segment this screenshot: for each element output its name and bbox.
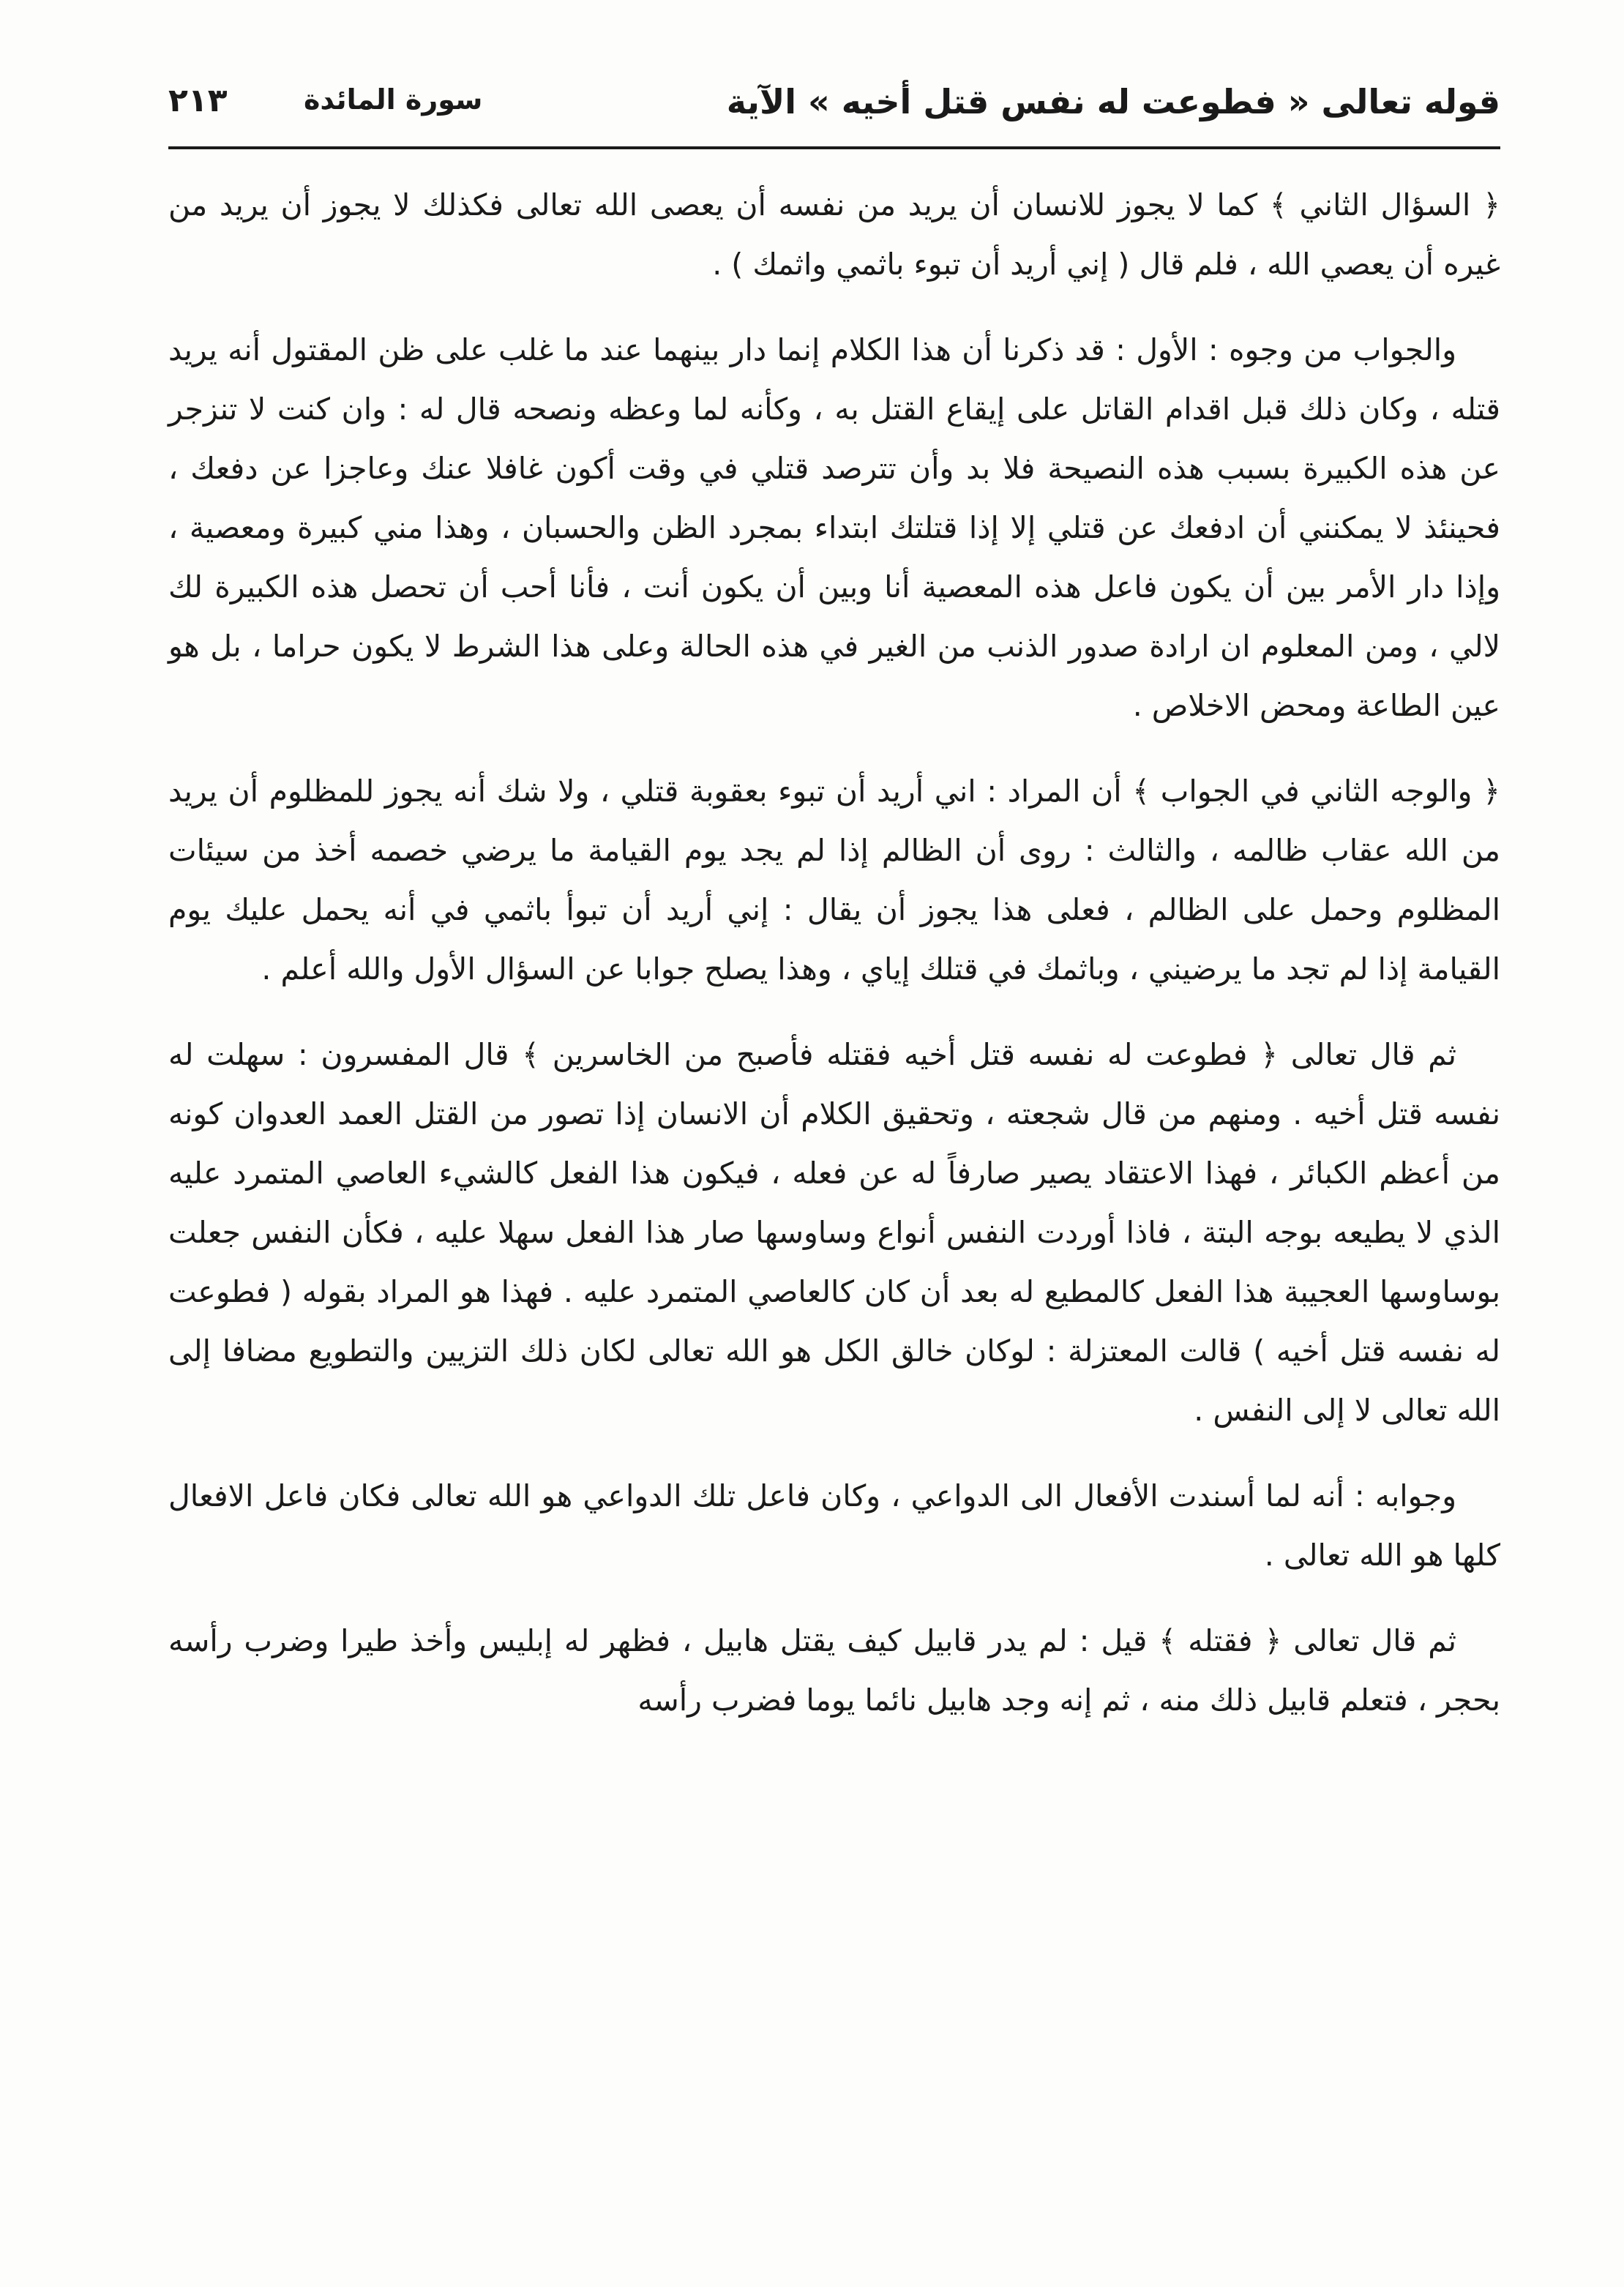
paragraph-verse-commentary: ثم قال تعالى ﴿ فطوعت له نفسه قتل أخيه فقتله فأصبح من الخاسرين ﴾ قال المفسرون : سهلت له نفسه قتل أخيه . ومنهم من قال شجعته ، وتحقيق الكلام أن الانسان إذا تصور من القتل العمد العدوان كونه من أعظم الكبائر ، فهذا الاعتقاد يصير صارفاً له عن فعله ، فيكون هذا الفعل كالشيء العاصي المتمرد عليه الذي لا يطيعه بوجه البتة ، فاذا أوردت النفس أنواع وساوسها صار هذا الفعل سهلا عليه ، فكأن النفس جعلت بوساوسها العجيبة هذا الفعل كالمطيع له بعد أن كان كالعاصي المتمرد عليه . فهذا هو المراد بقوله ( فطوعت له نفسه قتل أخيه ) قالت المعتزلة : لوكان خالق الكل هو الله تعالى لكان ذلك التزيين والتطويع مضافا إلى الله تعالى لا إلى النفس . [168,1037,1500,1428]
paragraph-answer-second: ﴿ والوجه الثاني في الجواب ﴾ أن المراد : اني أريد أن تبوء بعقوبة قتلي ، ولا شك أنه يجوز للمظلوم أن يريد من الله عقاب ظالمه ، والثالث : روى أن الظالم إذا لم يجد يوم القيامة ما يرضي خصمه أخذ من سيئات المظلوم وحمل على الظالم ، فعلى هذا يجوز أن يقال : إني أريد أن تبوأ باثمي في أنه يحمل عليك يوم القيامة إذا لم تجد ما يرضيني ، وباثمك في قتلك إياي ، وهذا يصلح جوابا عن السؤال الأول والله أعلم . [168,774,1500,987]
paragraph-second-question: ﴿ السؤال الثاني ﴾ كما لا يجوز للانسان أن يريد من نفسه أن يعصى الله تعالى فكذلك لا يجوز أن يريد من غيره أن يعصي الله ، فلم قال ( إني أريد أن تبوء باثمي واثمك ) . [168,187,1500,282]
page-body [168,176,1500,1756]
paragraph-reply: وجوابه : أنه لما أسندت الأفعال الى الدواعي ، وكان فاعل تلك الدواعي هو الله تعالى فكان فاعل الافعال كلها هو الله تعالى . [168,1478,1500,1573]
surah-name: سورة المائدة [304,83,483,116]
paragraph-then-killed: ثم قال تعالى ﴿ فقتله ﴾ قيل : لم يدر قابيل كيف يقتل هابيل ، فظهر له إبليس وأخذ طيرا وضرب رأسه بحجر ، فتعلم قابيل ذلك منه ، ثم إنه وجد هابيل نائما يوما فضرب رأسه [168,1623,1500,1718]
page-header [168,73,1500,149]
paragraph-answer-first: والجواب من وجوه : الأول : قد ذكرنا أن هذا الكلام إنما دار بينهما عند ما غلب على ظن المقتول أنه يريد قتله ، وكان ذلك قبل اقدام القاتل على إيقاع القتل به ، وكأنه لما وعظه ونصحه قال له : وان كنت لا تنزجر عن هذه الكبيرة بسبب هذه النصيحة فلا بد وأن تترصد قتلي في وقت أكون غافلا عنك وعاجزا عن دفعك ، فحينئذ لا يمكنني أن ادفعك عن قتلي إلا إذا قتلتك ابتداء بمجرد الظن والحسبان ، وهذا مني كبيرة ومعصية ، وإذا دار الأمر بين أن يكون فاعل هذه المعصية أنا وبين أن يكون أنت ، فأنا أحب أن تحصل هذه الكبيرة لك لالي ، ومن المعلوم ان ارادة صدور الذنب من الغير في هذه الحالة وعلى هذا الشرط لا يكون حراما ، بل هو عين الطاعة ومحض الاخلاص . [168,332,1500,723]
running-title: قوله تعالى « فطوعت له نفس قتل أخيه » الآية [726,82,1500,121]
page-number: ٢١٣ [168,82,228,119]
